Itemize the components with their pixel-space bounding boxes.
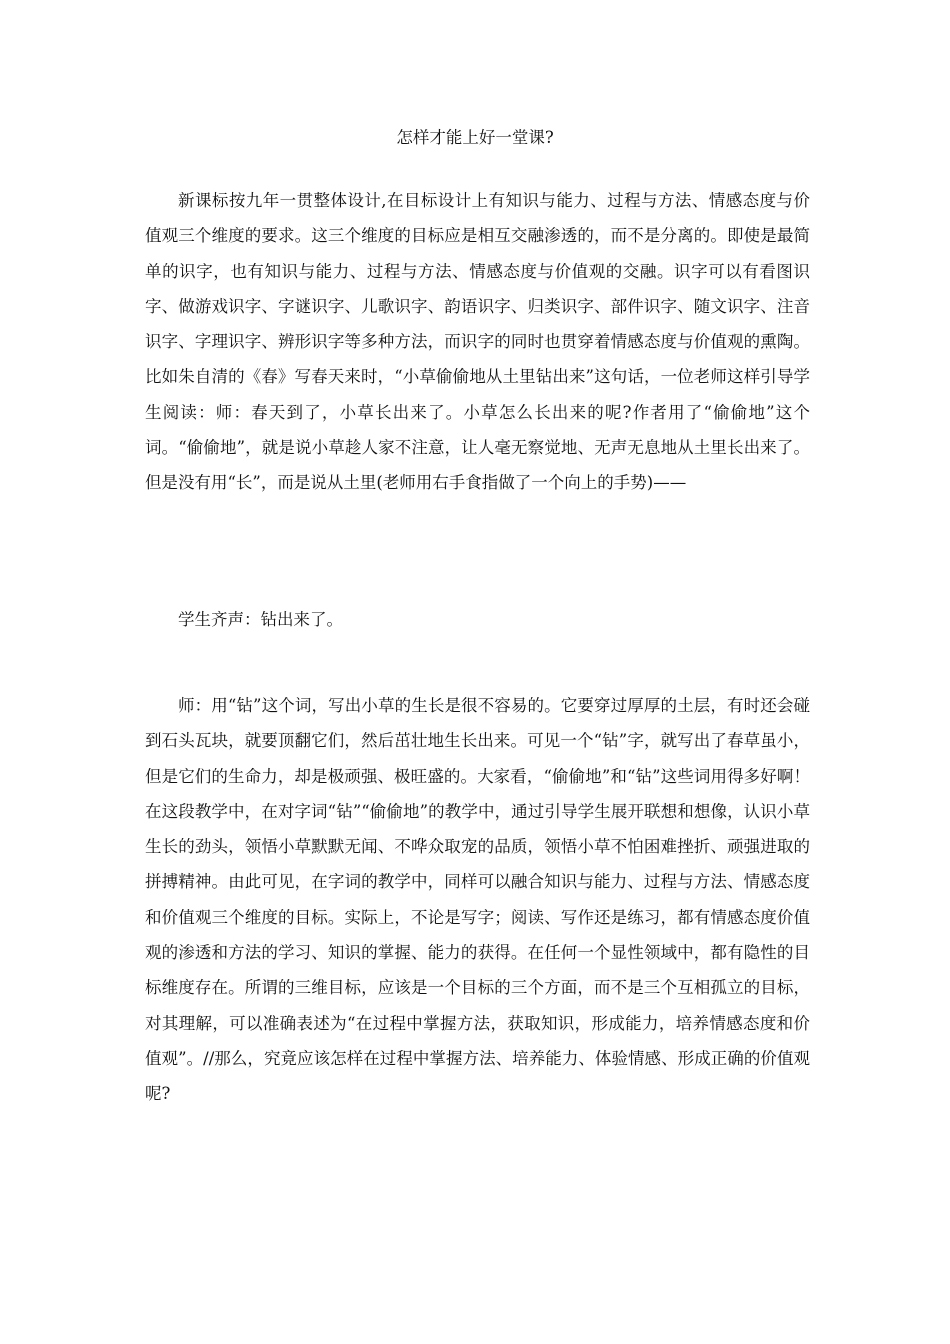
paragraph-teacher-explanation: 师：用“钻”这个词，写出小草的生长是很不容易的。它要穿过厚厚的土层，有时还会碰到石头瓦块，就要顶翻它们，然后茁壮地生长出来。可见一个“钻”字，就写出了春草虽小，但是它们的生命力，却是极顽强、极旺盛的。大家看，“偷偷地”和“钻”这些词用得多好啊！在这段教学中，在对字词“钻”“偷偷地”的教学中，通过引导学生展开联想和想像，认识小草生长的劲头，领悟小草默默无闻、不哗众取宠的品质，领悟小草不怕困难挫折、顽强进取的拼搏精神。由此可见，在字词的教学中，同样可以融合知识与能力、过程与方法、情感态度和价值观三个维度的目标。实际上，不论是写字；阅读、写作还是练习，都有情感态度价值观的渗透和方法的学习、知识的掌握、能力的获得。在任何一个显性领域中，都有隐性的目标维度存在。所谓的三维目标，应该是一个目标的三个方面，而不是三个互相孤立的目标，对其理解，可以准确表述为“在过程中掌握方法，获取知识，形成能力，培养情感态度和价值观”。//那么，究竟应该怎样在过程中掌握方法、培养能力、体验情感、形成正确的价值观呢? — [145, 696, 810, 1104]
page-title: 怎样才能上好一堂课? — [396, 128, 554, 147]
paragraph-student-response: 学生齐声：钻出来了。 — [178, 610, 343, 629]
paragraph-intro: 新课标按九年一贯整体设计,在目标设计上有知识与能力、过程与方法、情感态度与价值观三个维度的要求。这三个维度的目标应是相互交融渗透的，而不是分离的。即使是最简单的识字，也有知识与能力、过程与方法、情感态度与价值观的交融。识字可以有看图识字、做游戏识字、字谜识字、儿歌识字、韵语识字、归类识字、部件识字、随文识字、注音识字、字理识字、辨形识字等多种方法，而识字的同时也贯穿着情感态度与价值观的熏陶。比如朱自清的《春》写春天来时，“小草偷偷地从土里钻出来”这句话，一位老师这样引导学生阅读：师：春天到了，小草长出来了。小草怎么长出来的呢?作者用了“偷偷地”这个词。“偷偷地”，就是说小草趁人家不注意，让人毫无察觉地、无声无息地从土里长出来了。但是没有用“长”，而是说从土里(老师用右手食指做了一个向上的手势)—— — [145, 191, 810, 493]
